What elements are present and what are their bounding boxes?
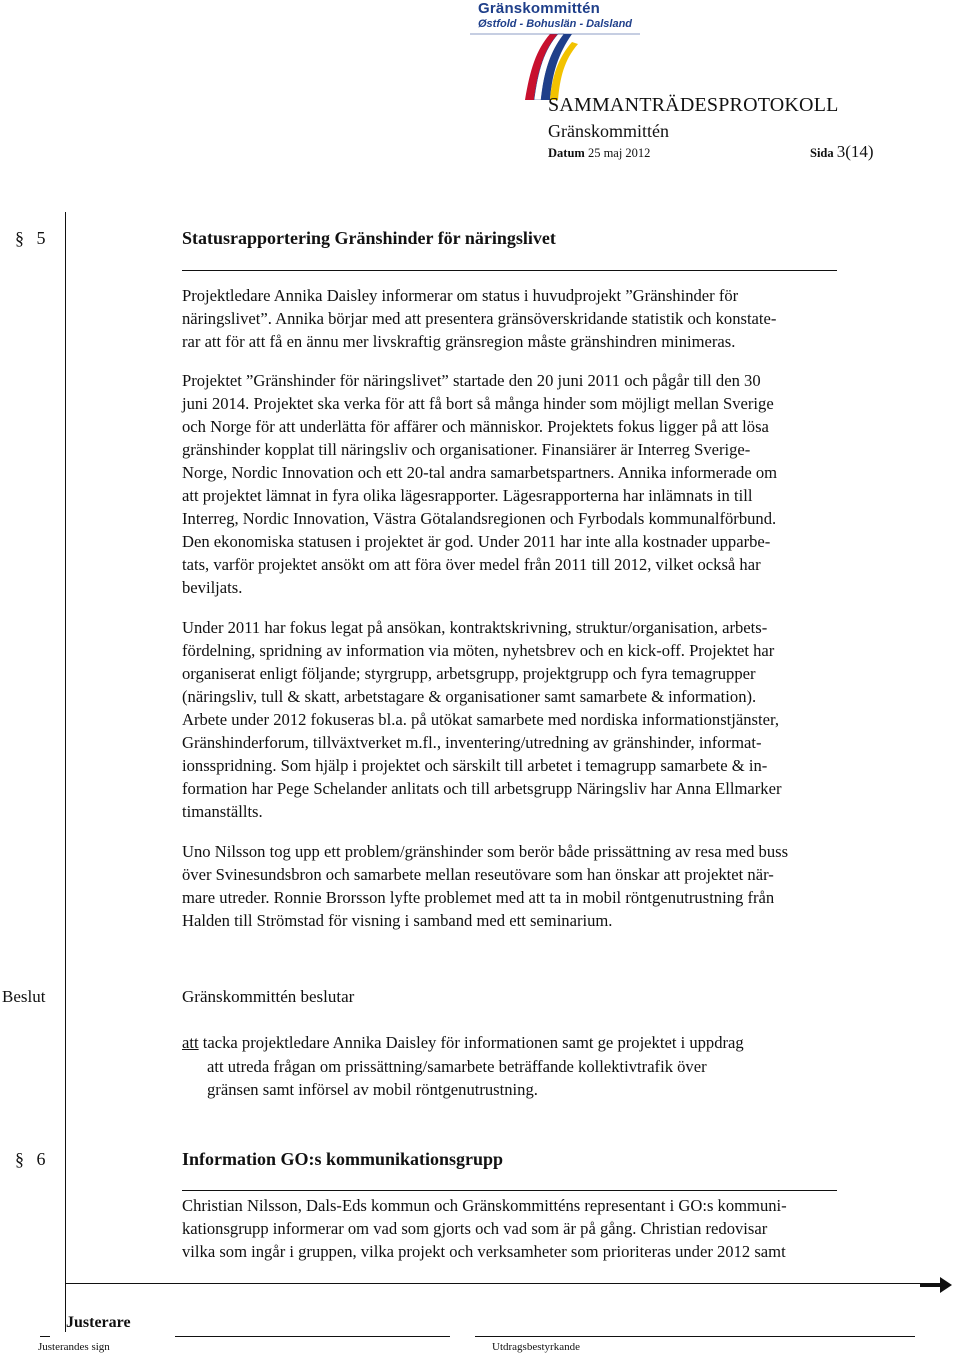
footer-utdrag: Utdragsbestyrkande — [492, 1341, 580, 1353]
paragraph-1 — [182, 284, 920, 353]
text-line: vilka som ingår i gruppen, vilka projekt och verksamheter som prioriteras under 2012 samt — [182, 1242, 786, 1261]
decision-line-3: gränsen samt införsel av mobil röntgenutrustning. — [207, 1080, 538, 1099]
text-line: att projektet lämnat in fyra olika lägesrapporter. Lägesrapporterna har inlämnats in till — [182, 486, 753, 505]
section-6-number — [15, 1149, 46, 1170]
text-line: Den ekonomiska statusen i projektet är god. Under 2011 har inte alla kostnader upparbe- — [182, 532, 771, 551]
decision-text: tacka projektledare Annika Daisley för informationen samt ge projektet i uppdrag — [202, 1033, 744, 1052]
text-line: tats, varför projektet ansökt om att föra över medel från 2011 till 2012, vilket också har — [182, 555, 761, 574]
text-line: beviljats. — [182, 578, 243, 597]
text-line: timanställts. — [182, 802, 263, 821]
margin-rule — [65, 212, 66, 1332]
footer-line-middle — [175, 1336, 450, 1337]
paragraph-symbol: § — [15, 228, 24, 248]
text-line: Interreg, Nordic Innovation, Västra Götalandsregionen och Fyrbodals kommunalförbund. — [182, 509, 777, 528]
doc-title: SAMMANTRÄDESPROTOKOLL — [548, 94, 839, 116]
paragraph-2 — [182, 369, 920, 599]
header-page — [810, 142, 874, 162]
section-6-title: Information GO:s kommunikationsgrupp — [182, 1149, 504, 1169]
text-line: fördelning, spridning av information via möten, nyhetsbrev och en kick-off. Projektet har — [182, 641, 775, 660]
text-line: formation har Pege Schelander anlitats och till arbetsgrupp Näringsliv har Anna Ellmarker — [182, 779, 782, 798]
logo-tagline: Østfold - Bohuslän - Dalsland — [478, 18, 633, 30]
text-line: Halden till Strömstad för visning i samband med ett seminarium. — [182, 911, 613, 930]
beslut-heading: Gränskommittén beslutar — [182, 987, 355, 1006]
text-line: och Norge för att underlätta för affärer och människor. Projektets fokus ligger på att lösa — [182, 417, 769, 436]
text-line: juni 2014. Projektet ska verka för att få bort så många hinder som möjligt mellan Sverige — [182, 394, 774, 413]
decision-line-2: att utreda frågan om prissättning/samarbete beträffande kollektivtrafik över — [207, 1056, 707, 1076]
text-line: över Svinesundsbron och samarbete mellan reseutövare som han önskar att projektet när- — [182, 865, 774, 884]
paragraph-6 — [182, 1194, 920, 1263]
footer-line-right — [475, 1336, 915, 1337]
section-6-underline — [182, 1190, 837, 1191]
footer-justerare: Justerare — [66, 1314, 131, 1331]
text-line: Projektet ”Gränshinder för näringslivet” startade den 20 juni 2011 och pågår till den 30 — [182, 371, 761, 390]
beslut-decision — [182, 1031, 744, 1102]
header-org: Gränskommittén — [548, 121, 669, 141]
paragraph-4 — [182, 840, 920, 932]
text-line: rar att för att få en ännu mer livskraftig gränsregion måste gränshindren minimeras. — [182, 332, 736, 351]
text-line: kationsgrupp informerar om vad som gjorts och vad som är på gång. Christian redovisar — [182, 1219, 768, 1238]
text-line: (näringsliv, tull & skatt, arbetstagare & organisationer samt samarbete & information). — [182, 687, 757, 706]
paragraph-symbol: § — [15, 1149, 24, 1169]
text-line: näringslivet”. Annika börjar med att presentera gränsöverskridande statistik och konstate- — [182, 309, 777, 328]
text-line: Arbete under 2012 fokuseras bl.a. på utökat samarbete med nordiska informationstjänster, — [182, 710, 779, 729]
page-label: Sida — [810, 146, 834, 160]
section-5-title: Statusrapportering Gränshinder för näringslivet — [182, 228, 556, 248]
logo-name: Gränskommittén — [478, 0, 600, 17]
text-line: mare utreder. Ronnie Brorsson lyfte problemet med att ta in mobil röntgenutrustning från — [182, 888, 775, 907]
text-line: Projektledare Annika Daisley informerar om status i huvudprojekt ”Gränshinder för — [182, 286, 739, 305]
footer-line-left — [40, 1336, 50, 1337]
text-line: organiserat enligt följande; styrgrupp, arbetsgrupp, projektgrupp och fyra temagrupper — [182, 664, 756, 683]
att-word: att — [182, 1033, 199, 1052]
text-line: ionsspridning. Som hjälp i projektet och särskilt till arbetet i temagrupp samarbete & in- — [182, 756, 768, 775]
section-number: 6 — [36, 1149, 46, 1169]
section-5-number — [15, 228, 46, 249]
text-line: Gränshinderforum, tillväxtverket m.fl., inventering/utredning av gränshinder, informat- — [182, 733, 762, 752]
footer-justerandes-sign: Justerandes sign — [38, 1341, 110, 1353]
page-value: 3(14) — [836, 142, 874, 161]
text-line: Christian Nilsson, Dals-Eds kommun och Gränskommitténs representant i GO:s kommuni- — [182, 1196, 787, 1215]
text-line: gränshinder kopplat till näringsliv och organisationer. Finansiärer är Interreg Sverige- — [182, 440, 751, 459]
decision-line-1 — [182, 1031, 744, 1055]
text-line: Norge, Nordic Innovation och ett 20-tal andra samarbetspartners. Annika informerade om — [182, 463, 778, 482]
continuation-line — [66, 1283, 926, 1284]
arrow-right-icon — [920, 1275, 952, 1295]
header-date — [548, 146, 650, 161]
beslut-label: Beslut — [2, 987, 46, 1006]
text-line: Uno Nilsson tog upp ett problem/gränshinder som berör både prissättning av resa med buss — [182, 842, 789, 861]
section-number: 5 — [36, 228, 46, 248]
text-line: Under 2011 har fokus legat på ansökan, kontraktskrivning, struktur/organisation, arbets- — [182, 618, 768, 637]
section-5-underline — [182, 270, 837, 271]
date-label: Datum — [548, 146, 585, 160]
paragraph-3 — [182, 616, 920, 823]
date-value: 25 maj 2012 — [587, 146, 651, 160]
